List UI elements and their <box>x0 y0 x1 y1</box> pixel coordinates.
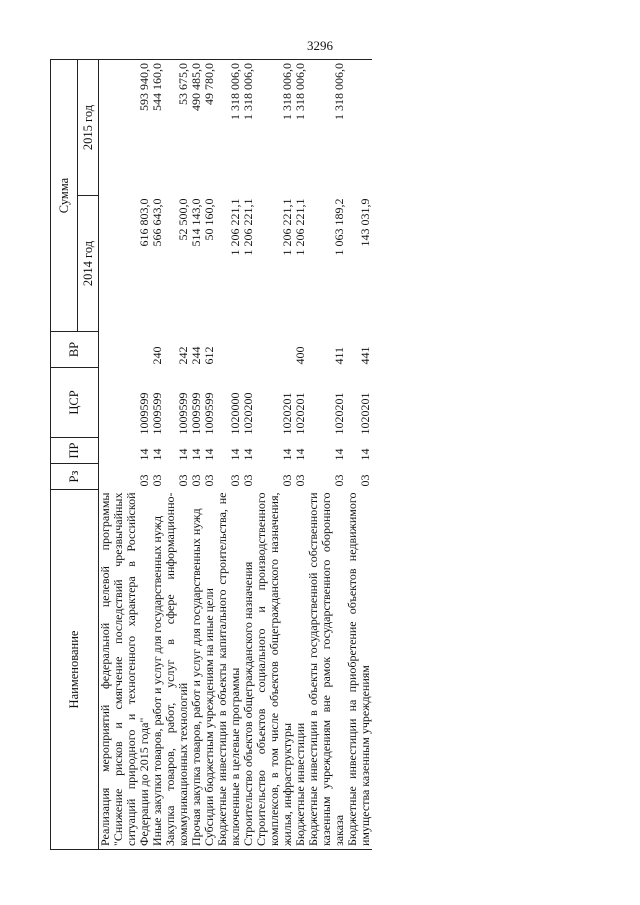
row-rz: 03 <box>241 474 255 487</box>
row-rz: 03 <box>202 474 216 487</box>
row-amount-2015: 1 318 006,0 <box>242 60 255 196</box>
row-pr: 14 <box>358 448 372 461</box>
row-rz: 03 <box>137 474 151 487</box>
row-vr: 612 <box>202 346 216 365</box>
row-amount-2014: 1 206 221,1 <box>241 198 255 256</box>
row-amount-2015: 490 485,0 <box>190 60 203 196</box>
row-rz: 03 <box>358 474 372 487</box>
row-rz: 03 <box>293 474 307 487</box>
row-vr <box>99 332 152 368</box>
header-vr: ВР <box>51 332 99 368</box>
row-pr: 14 <box>332 448 346 461</box>
header-pr: ПР <box>51 438 99 464</box>
row-name: Бюджетные инвестиции на приобретение объектов недвижимого имущества казенным учреждениям <box>346 490 372 850</box>
row-amount-2014: 143 031,9 <box>358 198 372 247</box>
row-csr: 1020201 <box>358 392 372 435</box>
row-pr: 14 <box>293 448 307 461</box>
row-csr: 1009599 <box>189 392 203 435</box>
table-row <box>99 60 152 850</box>
row-vr: 244 <box>189 346 203 365</box>
row-rz: 03 <box>150 474 164 487</box>
row-vr: 411 <box>332 346 346 365</box>
table-body <box>99 60 373 850</box>
row-pr: 14 <box>150 448 164 461</box>
row-rz: 03 <box>332 474 346 487</box>
header-2014: 2014 год <box>78 196 99 332</box>
row-csr: 1009599 <box>202 392 216 435</box>
row-vr <box>242 332 255 368</box>
row-name: Бюджетные инвестиции <box>294 490 307 850</box>
table-row <box>216 60 242 850</box>
header-sum: Сумма <box>51 60 78 332</box>
row-amount-2014: 1 206 221,1 <box>228 198 242 256</box>
row-vr <box>216 332 242 368</box>
row-csr: 1020200 <box>241 392 255 435</box>
row-amount-2014: 1 206 221,1 <box>293 198 307 256</box>
row-rz: 03 <box>176 474 190 487</box>
row-amount-2015: 544 160,0 <box>151 60 164 196</box>
row-vr: 242 <box>176 346 190 365</box>
row-vr: 400 <box>293 346 307 365</box>
row-vr: 441 <box>358 346 372 365</box>
row-name: Бюджетные инвестиции в объекты капитального строительства, не включенные в целевые программы <box>216 490 242 850</box>
row-csr: 1020201 <box>332 392 346 435</box>
row-amount-2015: 1 318 006,0 <box>307 60 346 196</box>
row-csr: 1009599 <box>176 392 190 435</box>
row-pr: 14 <box>280 448 294 461</box>
row-pr: 14 <box>228 448 242 461</box>
header-rz: Рз <box>51 464 99 490</box>
row-rz: 03 <box>189 474 203 487</box>
row-csr: 1009599 <box>150 392 164 435</box>
row-amount-2014: 1 063 189,2 <box>332 198 346 256</box>
row-name: Иные закупки товаров, работ и услуг для государственных нужд <box>151 490 164 850</box>
header-name: Наименование <box>51 490 99 850</box>
row-amount-2015 <box>346 60 372 196</box>
row-rz: 03 <box>280 474 294 487</box>
row-amount-2014: 1 206 221,1 <box>280 198 294 256</box>
header-2015: 2015 год <box>78 60 99 196</box>
row-amount-2015: 1 318 006,0 <box>216 60 242 196</box>
row-amount-2014: 566 643,0 <box>150 198 164 247</box>
table-header <box>51 60 99 850</box>
row-name: Субсидии бюджетным учреждениям на иные цели <box>203 490 216 850</box>
row-name: Строительство объектов общегражданского назначения <box>242 490 255 850</box>
table-row <box>307 60 346 850</box>
row-amount-2015: 593 940,0 <box>99 60 152 196</box>
row-pr: 14 <box>137 448 151 461</box>
row-pr: 14 <box>189 448 203 461</box>
row-csr: 1009599 <box>137 392 151 435</box>
page-number: 3296 <box>307 38 333 53</box>
row-csr: 1020201 <box>293 392 307 435</box>
table-row <box>164 60 190 850</box>
row-amount-2015: 1 318 006,0 <box>294 60 307 196</box>
row-name: Строительство объектов социального и производственного комплексов, в том числе объектов общегражданского назначения, жилья, инфраструктуры <box>255 490 294 850</box>
row-vr <box>255 332 294 368</box>
row-pr: 14 <box>241 448 255 461</box>
row-amount-2014: 514 143,0 <box>189 198 203 247</box>
table-row <box>255 60 294 850</box>
budget-table <box>50 59 372 850</box>
row-name: Реализация мероприятий федеральной целевой программы "Снижение рисков и смягчение последствий чрезвычайных ситуаций природного и техногенного характера в Российской Федерации до 2015 года" <box>99 490 152 850</box>
row-csr: 1020201 <box>280 392 294 435</box>
row-pr: 14 <box>176 448 190 461</box>
row-vr: 240 <box>150 346 164 365</box>
row-rz: 03 <box>228 474 242 487</box>
row-name: Прочая закупка товаров, работ и услуг для государственных нужд <box>190 490 203 850</box>
row-amount-2015: 1 318 006,0 <box>255 60 294 196</box>
row-amount-2014: 50 160,0 <box>202 198 216 241</box>
row-pr: 14 <box>202 448 216 461</box>
header-csr: ЦСР <box>51 368 99 438</box>
row-name: Закупка товаров, работ, услуг в сфере информационно-коммуникационных технологий <box>164 490 190 850</box>
row-csr: 1020000 <box>228 392 242 435</box>
table-row <box>346 60 372 850</box>
rotated-table-container <box>50 60 590 850</box>
row-name: Бюджетные инвестиции в объекты государственной собственности казенным учреждениям вне рамок государственного оборонного заказа <box>307 490 346 850</box>
row-amount-2015: 49 780,0 <box>203 60 216 196</box>
row-amount-2015: 53 675,0 <box>164 60 190 196</box>
row-amount-2014: 616 803,0 <box>137 198 151 247</box>
row-amount-2014: 52 500,0 <box>176 198 190 241</box>
